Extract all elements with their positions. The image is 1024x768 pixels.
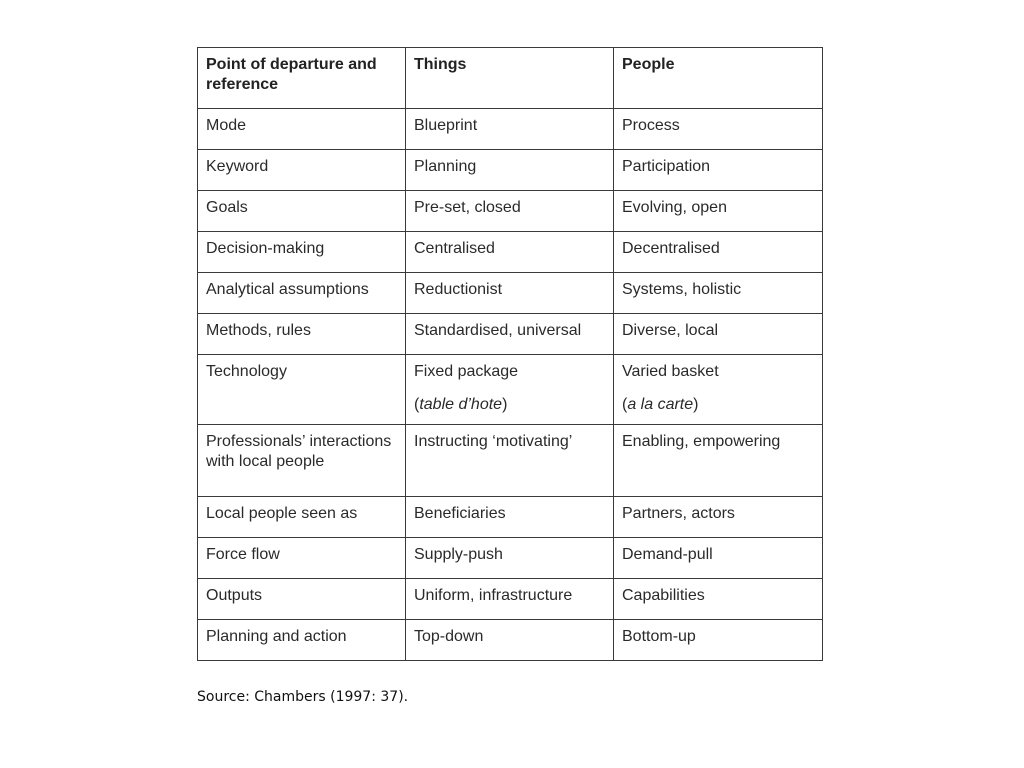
row-label: Goals — [198, 191, 406, 232]
row-label: Keyword — [198, 150, 406, 191]
people-cell: Partners, actors — [614, 497, 823, 538]
people-cell: Enabling, empowering — [614, 425, 823, 497]
table-row — [198, 232, 823, 273]
things-cell: Pre-set, closed — [406, 191, 614, 232]
table-row — [198, 425, 823, 497]
table-row — [198, 150, 823, 191]
comparison-table-container — [197, 47, 822, 661]
things-cell: Reductionist — [406, 273, 614, 314]
row-label: Methods, rules — [198, 314, 406, 355]
table-header-row — [198, 48, 823, 109]
people-cell: Capabilities — [614, 579, 823, 620]
header-people: People — [614, 48, 823, 109]
people-cell: Demand-pull — [614, 538, 823, 579]
table-row — [198, 355, 823, 425]
people-cell: Decentralised — [614, 232, 823, 273]
people-cell: Diverse, local — [614, 314, 823, 355]
table-row — [198, 497, 823, 538]
people-cell: Systems, holistic — [614, 273, 823, 314]
things-cell: Instructing ‘motivating’ — [406, 425, 614, 497]
table-row — [198, 579, 823, 620]
things-cell — [406, 355, 614, 425]
things-cell: Beneficiaries — [406, 497, 614, 538]
header-point-of-departure: Point of departure and reference — [198, 48, 406, 109]
things-cell: Supply-push — [406, 538, 614, 579]
things-sub-italic: table d’hote — [419, 396, 503, 413]
people-main-text: Varied basket — [622, 363, 719, 380]
things-cell: Blueprint — [406, 109, 614, 150]
things-cell: Planning — [406, 150, 614, 191]
row-label: Professionals’ interactions with local people — [198, 425, 406, 497]
things-cell: Centralised — [406, 232, 614, 273]
things-cell: Uniform, infrastructure — [406, 579, 614, 620]
table-row — [198, 314, 823, 355]
people-cell: Participation — [614, 150, 823, 191]
things-main-text: Fixed package — [414, 363, 519, 380]
row-label: Decision-making — [198, 232, 406, 273]
people-cell: Evolving, open — [614, 191, 823, 232]
row-label: Planning and action — [198, 620, 406, 661]
row-label: Force flow — [198, 538, 406, 579]
people-cell: Bottom-up — [614, 620, 823, 661]
things-cell: Standardised, universal — [406, 314, 614, 355]
table-row — [198, 620, 823, 661]
header-things: Things — [406, 48, 614, 109]
row-label: Mode — [198, 109, 406, 150]
row-label: Technology — [198, 355, 406, 425]
comparison-table — [197, 47, 823, 661]
things-cell: Top-down — [406, 620, 614, 661]
row-label: Analytical assumptions — [198, 273, 406, 314]
table-row — [198, 273, 823, 314]
table-row — [198, 109, 823, 150]
table-row — [198, 538, 823, 579]
people-cell: Process — [614, 109, 823, 150]
table-row — [198, 191, 823, 232]
source-citation: Source: Chambers (1997: 37). — [197, 689, 409, 705]
people-sub-italic: a la carte — [627, 396, 694, 413]
people-sub-text: (a la carte) — [622, 396, 699, 413]
row-label: Outputs — [198, 579, 406, 620]
things-sub-text: (table d’hote) — [414, 396, 508, 413]
people-cell — [614, 355, 823, 425]
row-label: Local people seen as — [198, 497, 406, 538]
